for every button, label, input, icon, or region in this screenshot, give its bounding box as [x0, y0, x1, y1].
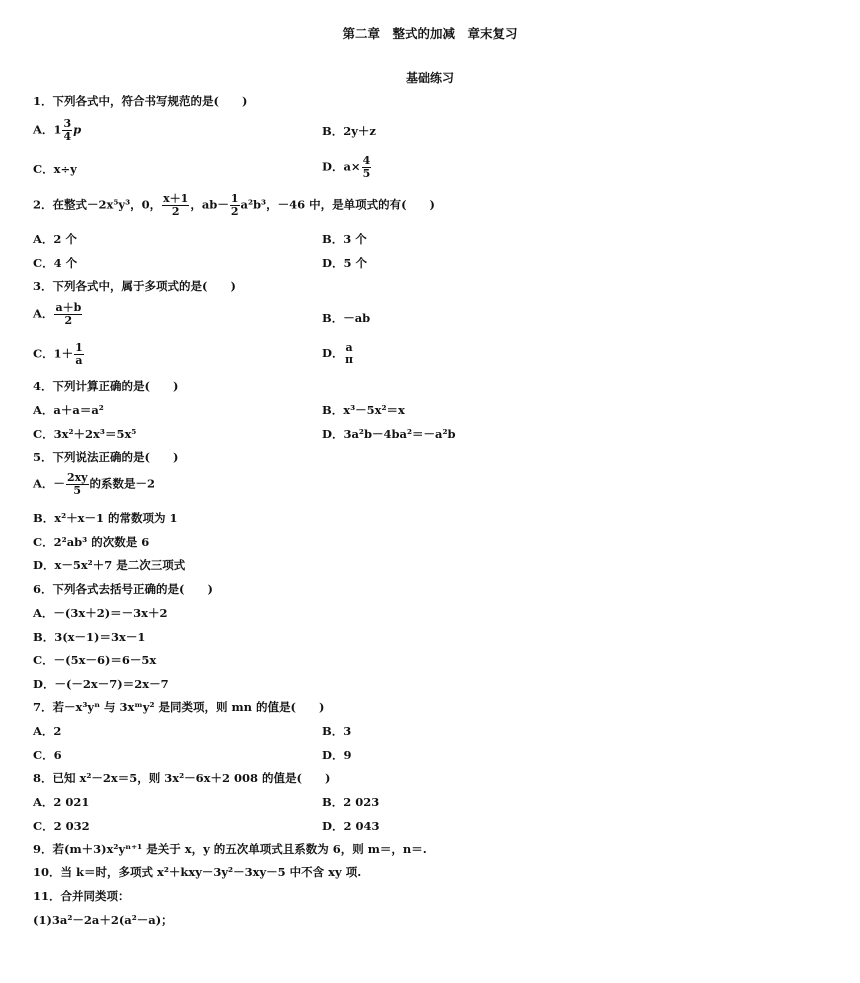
question-4-option-d: D．3a²b－4ba²＝－a²b — [322, 427, 456, 441]
question-5-option-b: B．x²＋x－1 的常数项为 1 — [33, 511, 178, 525]
question-11-stem: 11．合并同类项： — [33, 889, 130, 903]
fraction-denominator: a — [75, 354, 83, 367]
question-7-option-d: D．9 — [322, 748, 352, 762]
question-7-option-a: A．2 — [33, 724, 62, 738]
question-6-option-b: B．3(x－1)＝3x－1 — [33, 630, 146, 644]
fraction — [54, 302, 82, 327]
question-1-option-a — [33, 118, 81, 143]
fraction-denominator: 2 — [64, 314, 73, 327]
question-1-stem: 1．下列各式中，符合书写规范的是( ) — [33, 94, 248, 108]
fraction-numerator: x＋1 — [163, 192, 189, 205]
question-4-option-a: A．a＋a＝a² — [33, 403, 104, 417]
question-8-option-c: C．2 032 — [33, 819, 90, 833]
fraction-numerator: a＋b — [55, 301, 82, 314]
question-2-option-d: D．5 个 — [322, 256, 367, 270]
question-8-option-b: B．2 023 — [322, 795, 380, 809]
question-9-stem: 9．若(m＋3)x²yⁿ⁺¹ 是关于 x，y 的五次单项式且系数为 6，则 m＝，n＝. — [33, 842, 427, 856]
stem-text: 2．在整式－2x⁵y³，0， — [33, 197, 162, 212]
question-4-option-b: B．x³－5x²＝x — [322, 403, 405, 417]
question-8-option-a: A．2 021 — [33, 795, 90, 809]
question-11-part-1: (1)3a²－2a＋2(a²－a)； — [33, 913, 173, 927]
question-6-stem: 6．下列各式去括号正确的是( ) — [33, 582, 213, 596]
option-label: D． — [322, 346, 344, 360]
option-label: A． — [33, 306, 54, 321]
fraction — [66, 472, 89, 497]
page-title: 第二章 整式的加减 章末复习 — [342, 26, 518, 41]
fraction-denominator: π — [345, 353, 354, 366]
fraction-numerator: 2xy — [66, 471, 88, 484]
question-5-stem: 5．下列说法正确的是( ) — [33, 450, 179, 464]
option-label: A．－ — [33, 476, 65, 491]
question-7-stem: 7．若－x³yⁿ 与 3xᵐy² 是同类项，则 mn 的值是( ) — [33, 700, 325, 714]
question-4-stem: 4．下列计算正确的是( ) — [33, 379, 179, 393]
stem-text: ，ab－ — [190, 197, 229, 212]
question-6-option-a: A．－(3x＋2)＝－3x＋2 — [33, 606, 168, 620]
option-text: 的系数是－2 — [89, 476, 156, 491]
fraction-denominator: 5 — [362, 167, 371, 180]
fraction-denominator: 5 — [73, 484, 82, 497]
question-4-option-c: C．3x²＋2x³＝5x⁵ — [33, 427, 137, 441]
question-6-option-c: C．－(5x－6)＝6－5x — [33, 653, 157, 667]
question-5-option-a — [33, 472, 155, 497]
question-8-stem: 8．已知 x²－2x＝5，则 3x²－6x＋2 008 的值是( ) — [33, 771, 331, 785]
question-5-option-c: C．2²ab³ 的次数是 6 — [33, 535, 150, 549]
question-2-option-b: B．3 个 — [322, 232, 367, 246]
question-1-option-c: C．x÷y — [33, 162, 77, 176]
mixed-number — [53, 118, 73, 143]
fraction-numerator: a — [345, 341, 353, 354]
question-3-option-c — [33, 342, 85, 367]
question-2-stem — [33, 193, 435, 218]
fraction-numerator: 1 — [75, 341, 83, 354]
question-7-option-c: C．6 — [33, 748, 62, 762]
fraction — [74, 342, 84, 367]
question-3-option-b: B．－ab — [322, 311, 371, 325]
fraction — [362, 155, 372, 180]
fraction-denominator: 4 — [63, 130, 72, 143]
option-label: C．1＋ — [33, 346, 74, 361]
question-1-option-b: B．2y＋z — [322, 124, 376, 138]
question-1-option-d — [322, 155, 372, 180]
question-10-stem: 10．当 k＝时，多项式 x²＋kxy－3y²－3xy－5 中不含 xy 项. — [33, 865, 362, 879]
fraction-numerator: 1 — [230, 192, 239, 205]
fraction-numerator: 4 — [362, 154, 371, 167]
mixed-whole: 1 — [53, 122, 62, 137]
question-3-option-d — [322, 342, 355, 366]
fraction-denominator: 2 — [230, 205, 239, 218]
question-3-stem: 3．下列各式中，属于多项式的是( ) — [33, 279, 236, 293]
fraction — [230, 193, 240, 218]
section-heading: 基础练习 — [405, 71, 454, 85]
question-2-option-c: C．4 个 — [33, 256, 78, 270]
question-2-option-a: A．2 个 — [33, 232, 77, 246]
question-8-option-d: D．2 043 — [322, 819, 380, 833]
question-5-option-d: D．x－5x²＋7 是二次三项式 — [33, 558, 186, 572]
variable: p — [73, 122, 82, 137]
stem-text: a²b³，－46 中，是单项式的有( ) — [240, 197, 435, 212]
option-text: D．a× — [322, 159, 361, 174]
option-label: A． — [33, 122, 54, 137]
fraction-denominator: 2 — [171, 205, 180, 218]
question-7-option-b: B．3 — [322, 724, 352, 738]
fraction — [344, 342, 353, 366]
fraction-numerator: 3 — [63, 117, 72, 130]
fraction — [62, 118, 72, 143]
question-6-option-d: D．－(－2x－7)＝2x－7 — [33, 677, 169, 691]
question-3-option-a — [33, 302, 83, 327]
fraction — [162, 193, 189, 218]
